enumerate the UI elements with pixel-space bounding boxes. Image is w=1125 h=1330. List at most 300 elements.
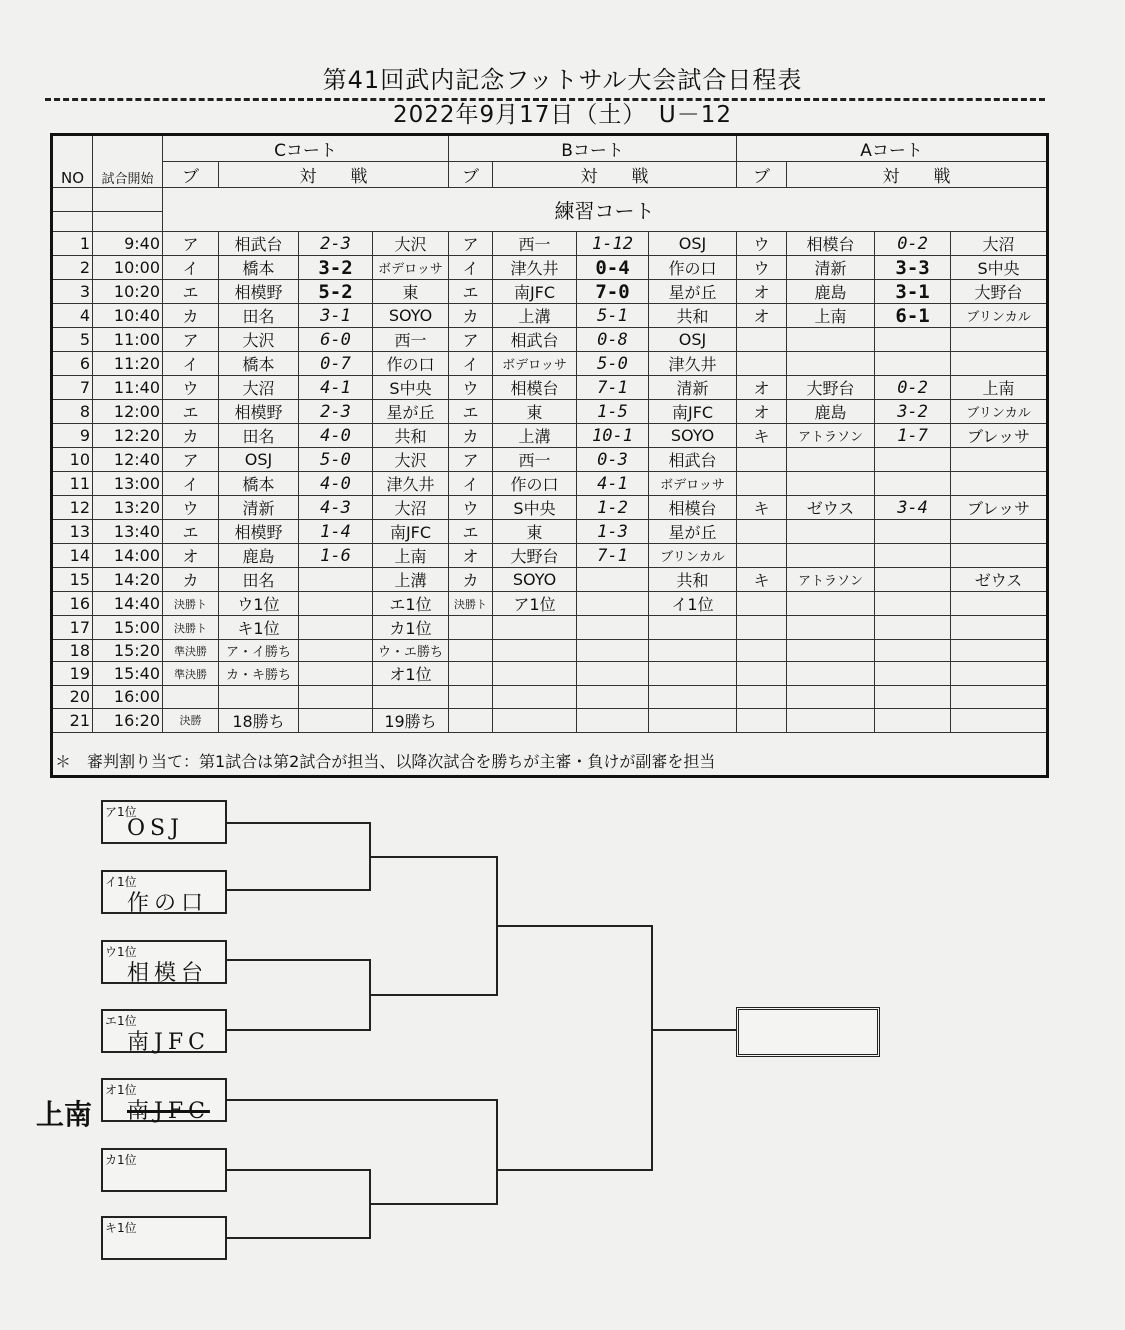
score-cell: 0-3 (577, 448, 649, 472)
team-away: 大野台 (951, 280, 1048, 304)
schedule-row (52, 520, 1048, 544)
block-cell: エ (163, 280, 219, 304)
start-time: 11:00 (93, 328, 163, 352)
start-time: 15:00 (93, 616, 163, 640)
score-cell: 3-2 (875, 400, 951, 424)
team-home: 上南 (787, 304, 875, 328)
team-away: 南JFC (649, 400, 737, 424)
start-time: 9:40 (93, 232, 163, 256)
score-cell (577, 592, 649, 616)
team-home: 津久井 (493, 256, 577, 280)
start-time: 11:40 (93, 376, 163, 400)
team-home: 田名 (219, 424, 299, 448)
block-cell: 準決勝 (163, 640, 219, 662)
blank-cell (52, 188, 93, 212)
team-home: ア1位 (493, 592, 577, 616)
block-cell: エ (449, 400, 493, 424)
team-home (787, 472, 875, 496)
bracket-line (497, 926, 652, 1170)
block-cell: カ (449, 424, 493, 448)
bracket-slot-label: オ1位 (105, 1083, 137, 1097)
header-block: ブ (163, 162, 219, 188)
team-home: 鹿島 (219, 544, 299, 568)
team-home: 橋本 (219, 256, 299, 280)
score-cell: 4-1 (577, 472, 649, 496)
header-match: 対 戦 (787, 162, 1048, 188)
block-cell (737, 708, 787, 732)
bracket-slot-label: キ1位 (105, 1221, 137, 1235)
score-cell: 0-8 (577, 328, 649, 352)
team-home: 鹿島 (787, 400, 875, 424)
header-block: ブ (737, 162, 787, 188)
team-home: 相武台 (493, 328, 577, 352)
team-home: カ・キ勝ち (219, 662, 299, 686)
team-home: 上溝 (493, 424, 577, 448)
match-number: 13 (52, 520, 93, 544)
score-cell: 1-4 (299, 520, 373, 544)
team-home: OSJ (219, 448, 299, 472)
schedule-row (52, 686, 1048, 708)
bracket-slot-team: 相模台 (127, 961, 209, 986)
bracket-slot-team: OSJ (127, 816, 184, 841)
team-away (951, 616, 1048, 640)
champion-box (736, 1007, 880, 1057)
block-cell: オ (737, 304, 787, 328)
schedule-row (52, 376, 1048, 400)
page-title: 第41回武内記念フットサル大会試合日程表 (322, 66, 803, 94)
bracket-slot (101, 940, 227, 984)
team-away: ブレッサ (951, 496, 1048, 520)
team-away (951, 328, 1048, 352)
team-home (493, 708, 577, 732)
match-number: 6 (52, 352, 93, 376)
match-number: 17 (52, 616, 93, 640)
team-away: 大沼 (373, 496, 449, 520)
schedule-row (52, 328, 1048, 352)
team-away: 星が丘 (649, 520, 737, 544)
start-time: 14:40 (93, 592, 163, 616)
team-away: 東 (373, 280, 449, 304)
team-home (493, 616, 577, 640)
schedule-row (52, 304, 1048, 328)
team-away: 津久井 (373, 472, 449, 496)
blank-cell (52, 212, 93, 232)
match-number: 16 (52, 592, 93, 616)
block-cell: エ (163, 520, 219, 544)
team-away: SOYO (373, 304, 449, 328)
team-away: 共和 (649, 304, 737, 328)
bracket-slot-team: 南JFC (127, 1099, 210, 1124)
match-number: 11 (52, 472, 93, 496)
schedule-row (52, 708, 1048, 732)
block-cell: オ (737, 280, 787, 304)
start-time: 12:20 (93, 424, 163, 448)
block-cell: ア (449, 448, 493, 472)
score-cell: 4-3 (299, 496, 373, 520)
team-home: S中央 (493, 496, 577, 520)
team-home: 南JFC (493, 280, 577, 304)
team-away: 共和 (649, 568, 737, 592)
schedule-row (52, 640, 1048, 662)
score-cell (299, 616, 373, 640)
bracket-line (223, 960, 370, 1030)
score-cell: 5-0 (299, 448, 373, 472)
team-home (493, 662, 577, 686)
team-away: OSJ (649, 232, 737, 256)
header-no: NO (52, 135, 93, 188)
score-cell (577, 568, 649, 592)
bracket-slot (101, 1009, 227, 1053)
schedule-row (52, 280, 1048, 304)
block-cell (737, 662, 787, 686)
score-cell (875, 592, 951, 616)
block-cell: ア (449, 232, 493, 256)
match-number: 7 (52, 376, 93, 400)
score-cell: 3-4 (875, 496, 951, 520)
team-away (649, 640, 737, 662)
referee-note: ＊ 審判割り当て：第1試合は第2試合が担当、以降次試合を勝ちが主審・負けが副審を担当 (55, 751, 716, 771)
team-away: 共和 (373, 424, 449, 448)
score-cell (299, 686, 373, 708)
score-cell: 5-1 (577, 304, 649, 328)
page-subtitle: 2022年9月17日（土） U－12 (392, 102, 733, 128)
schedule-row (52, 592, 1048, 616)
score-cell (875, 662, 951, 686)
schedule-row (52, 400, 1048, 424)
bracket-slot-label: カ1位 (105, 1153, 137, 1167)
start-time: 11:20 (93, 352, 163, 376)
block-cell: ウ (449, 376, 493, 400)
block-cell (449, 686, 493, 708)
schedule-row (52, 616, 1048, 640)
block-cell: エ (163, 400, 219, 424)
block-cell: カ (449, 568, 493, 592)
team-home: SOYO (493, 568, 577, 592)
team-home (787, 708, 875, 732)
score-cell: 2-3 (299, 232, 373, 256)
handwritten-correction: 上南 (36, 1098, 93, 1131)
team-home: キ1位 (219, 616, 299, 640)
team-home: 鹿島 (787, 280, 875, 304)
start-time: 10:20 (93, 280, 163, 304)
team-away: 清新 (649, 376, 737, 400)
score-cell: 1-2 (577, 496, 649, 520)
score-cell: 3-1 (875, 280, 951, 304)
team-home: 東 (493, 400, 577, 424)
team-home: 大野台 (493, 544, 577, 568)
team-away: 作の口 (373, 352, 449, 376)
schedule-row (52, 256, 1048, 280)
block-cell: イ (449, 472, 493, 496)
block-cell: イ (163, 472, 219, 496)
team-away: オ1位 (373, 662, 449, 686)
block-cell: イ (449, 256, 493, 280)
header-start: 試合開始 (93, 135, 163, 188)
block-cell (737, 328, 787, 352)
score-cell (299, 640, 373, 662)
team-away: S中央 (951, 256, 1048, 280)
team-home: 西一 (493, 448, 577, 472)
team-home: 大沼 (219, 376, 299, 400)
team-away: 南JFC (373, 520, 449, 544)
team-home: 清新 (219, 496, 299, 520)
start-time: 12:40 (93, 448, 163, 472)
team-home: 18勝ち (219, 708, 299, 732)
team-home (787, 448, 875, 472)
practice-court-label: 練習コート (163, 188, 1048, 232)
block-cell: イ (163, 352, 219, 376)
start-time: 12:00 (93, 400, 163, 424)
team-home (787, 640, 875, 662)
team-away: 津久井 (649, 352, 737, 376)
block-cell (737, 352, 787, 376)
bracket-slot-team: 作の口 (127, 891, 209, 916)
score-cell (875, 640, 951, 662)
block-cell: ウ (737, 232, 787, 256)
team-away (951, 662, 1048, 686)
team-home: 相模台 (493, 376, 577, 400)
team-home (493, 640, 577, 662)
bracket-slot-label: エ1位 (105, 1014, 137, 1028)
team-home (493, 686, 577, 708)
score-cell: 0-4 (577, 256, 649, 280)
bracket-slot-label: ウ1位 (105, 945, 137, 959)
block-cell (737, 592, 787, 616)
start-time: 14:00 (93, 544, 163, 568)
score-cell (299, 592, 373, 616)
bracket-slot-label: ア1位 (105, 805, 137, 819)
score-cell (577, 616, 649, 640)
block-cell: ア (449, 328, 493, 352)
schedule-row (52, 232, 1048, 256)
score-cell: 7-1 (577, 376, 649, 400)
score-cell (875, 708, 951, 732)
header-match: 対 戦 (219, 162, 449, 188)
block-cell (737, 686, 787, 708)
score-cell: 7-1 (577, 544, 649, 568)
team-home: 相模野 (219, 520, 299, 544)
team-away: ボデロッサ (373, 256, 449, 280)
team-home: 東 (493, 520, 577, 544)
team-home: 橋本 (219, 472, 299, 496)
score-cell: 0-7 (299, 352, 373, 376)
team-away: 星が丘 (373, 400, 449, 424)
match-number: 21 (52, 708, 93, 732)
schedule-table (50, 133, 1049, 778)
match-number: 3 (52, 280, 93, 304)
block-cell: エ (449, 520, 493, 544)
bracket-slot-label: イ1位 (105, 875, 137, 889)
team-home (787, 592, 875, 616)
block-cell (737, 472, 787, 496)
team-home: 田名 (219, 568, 299, 592)
blank-cell (93, 188, 163, 212)
block-cell: 決勝ト (449, 592, 493, 616)
block-cell (737, 616, 787, 640)
bracket-slot (101, 1078, 227, 1122)
team-away: SOYO (649, 424, 737, 448)
score-cell: 3-2 (299, 256, 373, 280)
team-away: イ1位 (649, 592, 737, 616)
team-away (373, 686, 449, 708)
block-cell (737, 520, 787, 544)
score-cell: 2-3 (299, 400, 373, 424)
team-away: S中央 (373, 376, 449, 400)
score-cell: 1-7 (875, 424, 951, 448)
team-away: ゼウス (951, 568, 1048, 592)
block-cell: イ (449, 352, 493, 376)
block-cell: ア (163, 448, 219, 472)
team-away: 西一 (373, 328, 449, 352)
team-away: ボデロッサ (649, 472, 737, 496)
team-away (951, 592, 1048, 616)
block-cell: ア (163, 328, 219, 352)
block-cell: ウ (449, 496, 493, 520)
team-away: 相模台 (649, 496, 737, 520)
team-home: 相模台 (787, 232, 875, 256)
header-court-c: Cコート (163, 135, 449, 162)
block-cell: ウ (163, 376, 219, 400)
team-home: 相武台 (219, 232, 299, 256)
bracket-slot (101, 800, 227, 844)
block-cell: オ (737, 400, 787, 424)
block-cell: オ (163, 544, 219, 568)
team-home: 相模野 (219, 280, 299, 304)
block-cell (737, 640, 787, 662)
team-away (951, 640, 1048, 662)
block-cell (737, 544, 787, 568)
team-home: 清新 (787, 256, 875, 280)
block-cell: 決勝 (163, 708, 219, 732)
score-cell: 4-0 (299, 472, 373, 496)
team-away: カ1位 (373, 616, 449, 640)
team-away: 星が丘 (649, 280, 737, 304)
block-cell: 決勝ト (163, 592, 219, 616)
team-away (649, 708, 737, 732)
match-number: 5 (52, 328, 93, 352)
team-away: 作の口 (649, 256, 737, 280)
score-cell: 6-0 (299, 328, 373, 352)
team-home (787, 616, 875, 640)
block-cell: ウ (737, 256, 787, 280)
team-away: ブリンカル (951, 400, 1048, 424)
score-cell (299, 568, 373, 592)
block-cell (449, 616, 493, 640)
team-home (787, 520, 875, 544)
bracket-slot (101, 1148, 227, 1192)
block-cell: キ (737, 424, 787, 448)
block-cell (449, 708, 493, 732)
schedule-row (52, 662, 1048, 686)
start-time: 10:00 (93, 256, 163, 280)
score-cell: 1-5 (577, 400, 649, 424)
team-away (951, 352, 1048, 376)
team-away (951, 686, 1048, 708)
bracket-line (223, 823, 370, 890)
team-home: 西一 (493, 232, 577, 256)
team-away (649, 686, 737, 708)
start-time: 14:20 (93, 568, 163, 592)
start-time: 10:40 (93, 304, 163, 328)
blank-cell (52, 732, 1048, 746)
block-cell (449, 662, 493, 686)
team-home: 田名 (219, 304, 299, 328)
match-number: 15 (52, 568, 93, 592)
team-home (787, 328, 875, 352)
team-home: アトラソン (787, 568, 875, 592)
team-home (787, 544, 875, 568)
score-cell (577, 686, 649, 708)
score-cell (875, 352, 951, 376)
team-away: ブリンカル (951, 304, 1048, 328)
block-cell: 決勝ト (163, 616, 219, 640)
team-away (649, 616, 737, 640)
match-number: 9 (52, 424, 93, 448)
match-number: 20 (52, 686, 93, 708)
team-home: 大野台 (787, 376, 875, 400)
start-time: 13:40 (93, 520, 163, 544)
block-cell: ア (163, 232, 219, 256)
block-cell: カ (163, 424, 219, 448)
score-cell (875, 616, 951, 640)
team-home: 上溝 (493, 304, 577, 328)
block-cell: キ (737, 568, 787, 592)
block-cell: オ (737, 376, 787, 400)
team-away (951, 520, 1048, 544)
header-match: 対 戦 (493, 162, 737, 188)
team-away: 上南 (373, 544, 449, 568)
match-number: 10 (52, 448, 93, 472)
team-home: 橋本 (219, 352, 299, 376)
block-cell (163, 686, 219, 708)
schedule-row (52, 568, 1048, 592)
team-away (649, 662, 737, 686)
block-cell: イ (163, 256, 219, 280)
match-number: 12 (52, 496, 93, 520)
score-cell: 4-0 (299, 424, 373, 448)
team-home: 相模野 (219, 400, 299, 424)
score-cell: 0-2 (875, 232, 951, 256)
team-home: 大沢 (219, 328, 299, 352)
score-cell (577, 662, 649, 686)
bracket-line (223, 1100, 497, 1204)
block-cell: ウ (163, 496, 219, 520)
match-number: 4 (52, 304, 93, 328)
team-home (787, 352, 875, 376)
start-time: 13:20 (93, 496, 163, 520)
schedule-row (52, 352, 1048, 376)
start-time: 16:20 (93, 708, 163, 732)
block-cell: キ (737, 496, 787, 520)
team-home (787, 662, 875, 686)
block-cell: オ (449, 544, 493, 568)
team-away: 大沼 (951, 232, 1048, 256)
score-cell: 1-3 (577, 520, 649, 544)
team-home (787, 686, 875, 708)
team-home: 作の口 (493, 472, 577, 496)
match-number: 2 (52, 256, 93, 280)
team-away: 大沢 (373, 448, 449, 472)
score-cell (875, 520, 951, 544)
team-away: 相武台 (649, 448, 737, 472)
team-away: ウ・エ勝ち (373, 640, 449, 662)
start-time: 15:20 (93, 640, 163, 662)
team-away: ブレッサ (951, 424, 1048, 448)
bracket-slot (101, 1216, 227, 1260)
score-cell: 4-1 (299, 376, 373, 400)
match-number: 1 (52, 232, 93, 256)
header-court-a: Aコート (737, 135, 1048, 162)
